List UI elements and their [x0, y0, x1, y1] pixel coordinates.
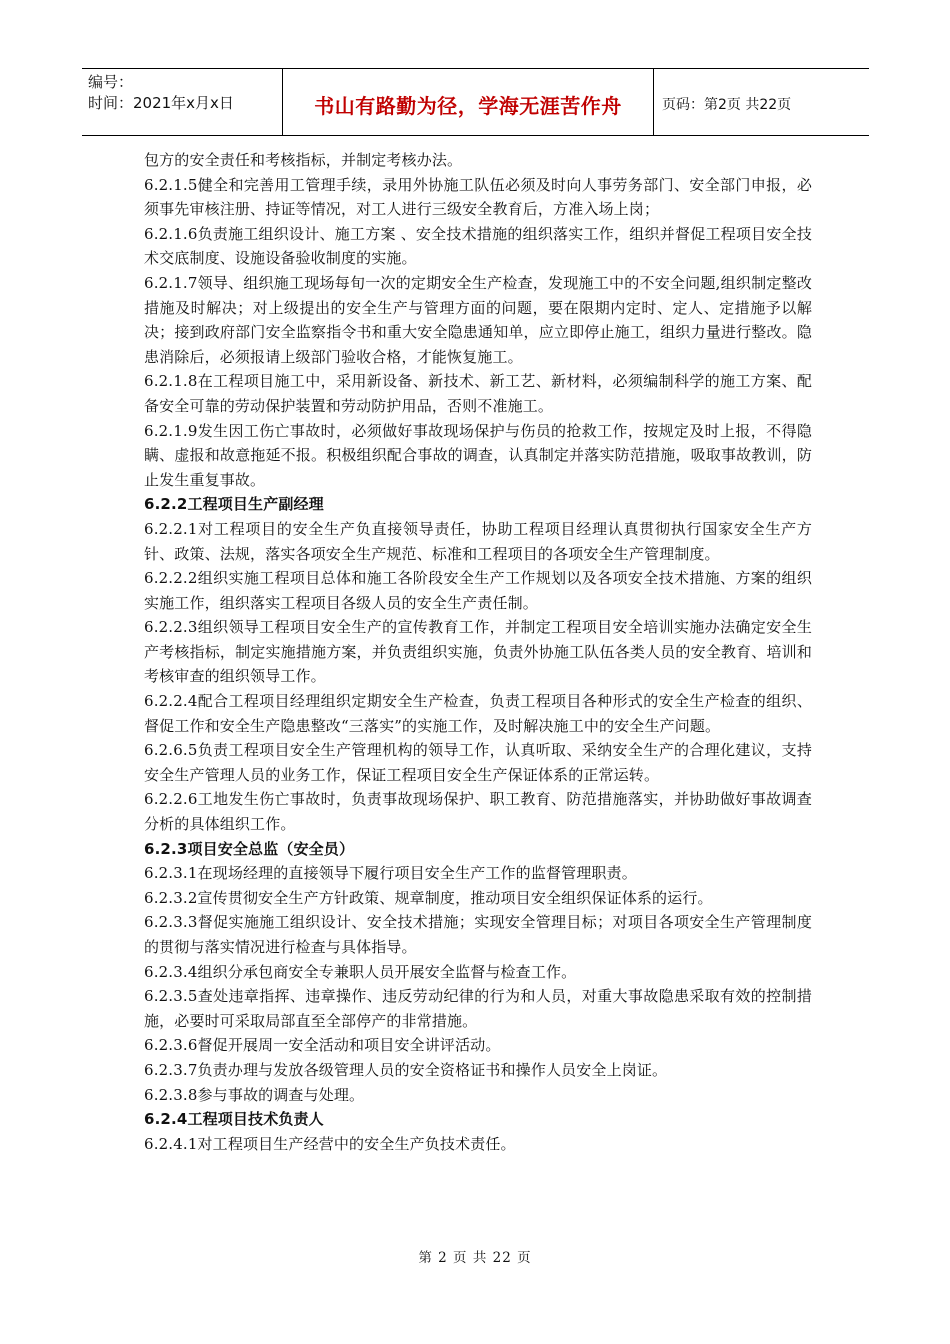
- body-paragraph: 6.2.2.2组织实施工程项目总体和施工各阶段安全生产工作规划以及各项安全技术措施、方案的组织实施工作，组织落实工程项目各级人员的安全生产责任制。: [144, 569, 812, 612]
- body-paragraph: 6.2.3.1在现场经理的直接领导下履行项目安全生产工作的监督管理职责。: [144, 864, 637, 883]
- header-motto-cell: [282, 69, 654, 135]
- body-paragraph: 6.2.6.5负责工程项目安全生产管理机构的领导工作，认真听取、采纳安全生产的合理化建议，支持安全生产管理人员的业务工作，保证工程项目安全生产保证体系的正常运转。: [144, 741, 812, 784]
- header-page-label: 页码：第2页 共22页: [662, 97, 792, 113]
- header-motto: 书山有路勤为径，学海无涯苦作舟: [314, 93, 622, 118]
- section-heading: 6.2.4工程项目技术负责人: [144, 1110, 324, 1129]
- body-paragraph: 6.2.3.2宣传贯彻安全生产方针政策、规章制度，推动项目安全组织保证体系的运行。: [144, 888, 713, 907]
- body-paragraph: 6.2.1.6负责施工组织设计、施工方案 、安全技术措施的组织落实工作，组织并督促工程项目安全技术交底制度、设施设备验收制度的实施。: [144, 224, 812, 268]
- body-paragraph: 6.2.4.1对工程项目生产经营中的安全生产负技术责任。: [144, 1134, 516, 1153]
- section-heading: 6.2.3项目安全总监（安全员）: [144, 839, 355, 858]
- body-paragraph: 6.2.2.4配合工程项目经理组织定期安全生产检查，负责工程项目各种形式的安全生产检查的组织、督促工作和安全生产隐患整改“三落实”的实施工作，及时解决施工中的安全生产问题。: [144, 692, 812, 735]
- body-paragraph: 6.2.3.6督促开展周一安全活动和项目安全讲评活动。: [144, 1036, 501, 1055]
- body-paragraph: 6.2.2.1对工程项目的安全生产负直接领导责任，协助工程项目经理认真贯彻执行国家安全生产方针、政策、法规，落实各项安全生产规范、标准和工程项目的各项安全生产管理制度。: [144, 519, 812, 563]
- body-paragraph: 6.2.1.8在工程项目施工中，采用新设备、新技术、新工艺、新材料，必须编制科学的施工方案、配备安全可靠的劳动保护装置和劳动防护用品，否则不准施工。: [144, 372, 812, 415]
- body-paragraph: 包方的安全责任和考核指标，并制定考核办法。: [144, 151, 463, 169]
- body-paragraph: 6.2.3.4组织分承包商安全专兼职人员开展安全监督与检查工作。: [144, 962, 577, 981]
- body-paragraph: 6.2.3.7负责办理与发放各级管理人员的安全资格证书和操作人员安全上岗证。: [144, 1060, 668, 1079]
- page-footer: [0, 1246, 950, 1266]
- header-page-cell: [654, 69, 869, 135]
- body-paragraph: 6.2.1.9发生因工伤亡事故时，必须做好事故现场保护与伤员的抢救工作，按规定及时上报，不得隐瞒、虚报和故意拖延不报。积极组织配合事故的调查，认真制定并落实防范措施，吸取事故教训，防止发生重复事故。: [144, 421, 812, 489]
- page-header: [82, 68, 869, 136]
- doc-date-label: 时间：2021年x月x日: [88, 94, 234, 112]
- doc-number-label: 编号：: [88, 73, 134, 91]
- body-paragraph: 6.2.3.8参与事故的调查与处理。: [144, 1085, 365, 1104]
- body-paragraph: 6.2.2.3组织领导工程项目安全生产的宣传教育工作，并制定工程项目安全培训实施办法确定安全生产考核指标，制定实施措施方案，并负责组织实施，负责外协施工队伍各类人员的安全教育、培训和考核审查的组织领导工作。: [144, 618, 812, 686]
- header-meta: [82, 69, 282, 135]
- body-paragraph: 6.2.3.3督促实施施工组织设计、安全技术措施；实现安全管理目标；对项目各项安全生产管理制度的贯彻与落实情况进行检查与具体指导。: [144, 913, 812, 956]
- footer-page-number: 第 2 页 共 22 页: [418, 1250, 532, 1266]
- document-body: [144, 148, 812, 1156]
- body-paragraph: 6.2.2.6工地发生伤亡事故时，负责事故现场保护、职工教育、防范措施落实，并协助做好事故调查分析的具体组织工作。: [144, 790, 812, 834]
- body-paragraph: 6.2.1.5健全和完善用工管理手续，录用外协施工队伍必须及时向人事劳务部门、安全部门申报，必须事先审核注册、持证等情况，对工人进行三级安全教育后，方准入场上岗；: [144, 175, 812, 219]
- body-paragraph: 6.2.3.5查处违章指挥、违章操作、违反劳动纪律的行为和人员，对重大事故隐患采取有效的控制措施，必要时可采取局部直至全部停产的非常措施。: [144, 987, 812, 1030]
- section-heading: 6.2.2工程项目生产副经理: [144, 495, 324, 514]
- body-paragraph: 6.2.1.7领导、组织施工现场每旬一次的定期安全生产检查，发现施工中的不安全问题,组织制定整改措施及时解决；对上级提出的安全生产与管理方面的问题，要在限期内定时、定人、定措施予以解决；接到政府部门安全监察指令书和重大安全隐患通知单，应立即停止施工，组织力量进行整改。隐患消除后，必须报请上级部门验收合格，才能恢复施工。: [144, 273, 812, 366]
